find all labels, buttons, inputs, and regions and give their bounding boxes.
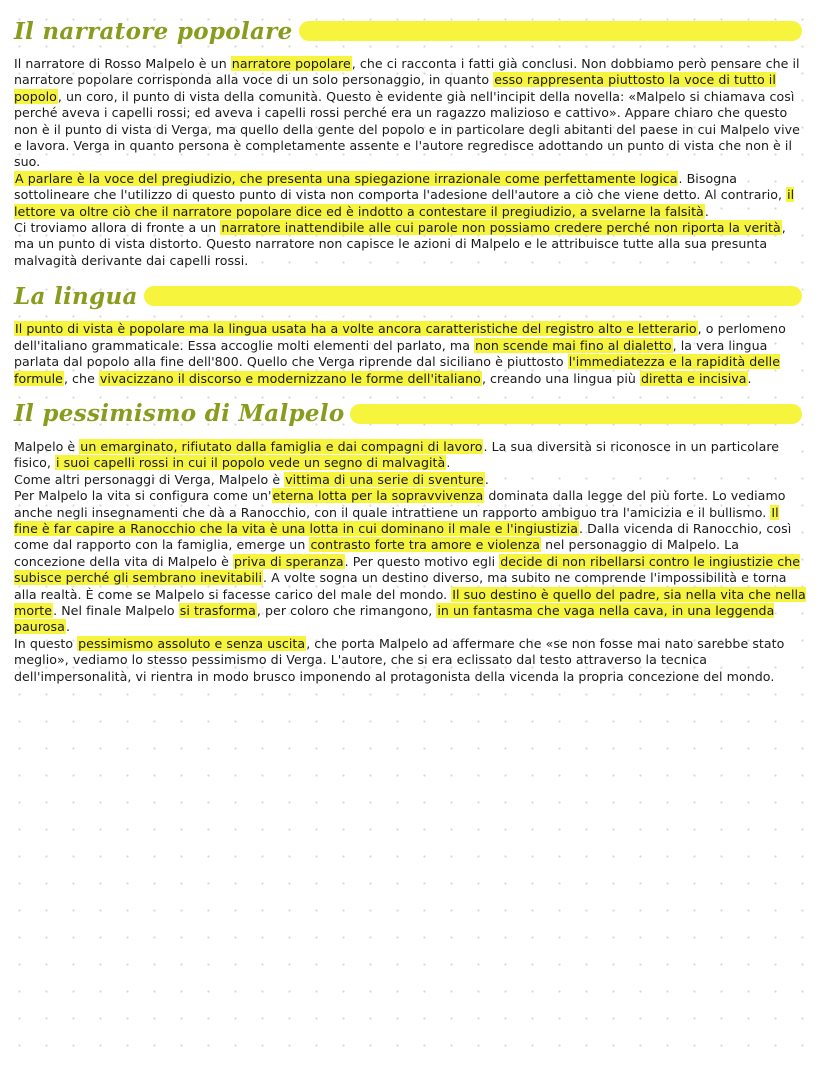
- section-lingua: [14, 279, 814, 387]
- section-heading-row: [14, 14, 814, 48]
- paragraph: [14, 488, 814, 636]
- text-run: . La sua diversità si riconosce in un particolare fisico,: [14, 438, 780, 471]
- text-run: , ma un punto di vista distorto. Questo narratore non capisce le azioni di Malpelo e le attribuisce tutte alla sua presunta malvagità derivante dai capelli rossi.: [14, 220, 786, 268]
- highlighted-text: vivacizzano il discorso e modernizzano le forme dell'italiano: [99, 370, 481, 386]
- text-run: Per Malpelo la vita si configura come un': [14, 488, 272, 504]
- highlighted-text: i suoi capelli rossi in cui il popolo vede un segno di malvagità: [56, 455, 446, 471]
- paragraph: [14, 439, 814, 472]
- text-run: , creando una lingua più: [481, 370, 641, 386]
- section-heading-row: [14, 279, 814, 313]
- text-run: , la vera lingua parlata dal popolo alla fine dell'800. Quello che Verga riprende dal siciliano è piuttosto: [14, 337, 768, 370]
- text-run: , che porta Malpelo ad affermare che «se non fosse mai nato sarebbe stato meglio», vediamo lo stesso pessimismo di Verga. L'autore, che si era eclissato dal testo attraverso la tecnica dell'impersonalità, vi rientra in modo brusco imponendo al protagonista della vicenda la propria concezione del mondo.: [14, 635, 785, 684]
- section-title: Il narratore popolare: [14, 17, 293, 45]
- paragraph: [14, 472, 814, 488]
- highlighted-text: esso rappresenta piuttosto la voce di tutto il popolo: [14, 72, 776, 104]
- text-run: , che: [63, 370, 99, 386]
- highlighted-text: non scende mai fino al dialetto: [475, 337, 672, 353]
- text-run: .: [446, 455, 451, 471]
- highlighted-text: l'immediatezza e la rapidità delle formule: [14, 354, 780, 386]
- highlighter-bar: [350, 404, 802, 424]
- section-narratore-popolare: [14, 14, 814, 269]
- text-run: . Nel finale Malpelo: [53, 602, 179, 618]
- highlighted-text: eterna lotta per la sopravvivenza: [272, 488, 484, 504]
- highlighted-text: Il punto di vista è popolare ma la lingua usata ha a volte ancora caratteristiche del registro alto e letterario: [15, 321, 697, 337]
- text-run: . Dalla vicenda di Ranocchio, così come dal rapporto con la famiglia, emerge un: [14, 520, 792, 553]
- paragraph: [14, 56, 814, 171]
- highlighted-text: pessimismo assoluto e senza uscita: [78, 635, 306, 651]
- paragraph: [14, 321, 814, 387]
- text-run: . Bisogna sottolineare che l'utilizzo di questo punto di vista non comporta l'adesione dell'autore a ciò che viene detto. Al contrario,: [14, 170, 787, 203]
- text-run: . A volte sogna un destino diverso, ma subito ne comprende l'impossibilità e torna alla realtà. È come se Malpelo si facesse carico del male del mondo.: [14, 570, 787, 602]
- text-run: dominata dalla legge del più forte. Lo vediamo anche negli insegnamenti che dà a Ranocchio, con il quale intrattiene un rapporto ambiguo tra l'amicizia e il bullismo.: [14, 488, 786, 520]
- text-run: In questo: [14, 635, 78, 651]
- paragraph: [14, 636, 814, 685]
- text-run: Malpelo è: [14, 438, 80, 454]
- paragraph: [14, 220, 814, 269]
- text-run: .: [65, 619, 70, 635]
- highlighted-text: in un fantasma che vaga nella cava, in una leggenda paurosa: [14, 602, 775, 635]
- highlighted-text: Il suo destino è quello del padre, sia nella vita che nella morte: [14, 586, 806, 618]
- highlighted-text: diretta e incisiva: [641, 370, 747, 386]
- highlighted-text: A parlare è la voce del pregiudizio, che presenta una spiegazione irrazionale come perfettamente logica: [15, 170, 678, 186]
- highlighted-text: decide di non ribellarsi contro le ingiustizie che subisce perché gli sembrano inevitabili: [14, 553, 801, 586]
- text-run: , o perlomeno dell'italiano grammaticale. Essa accoglie molti elementi del parlato, ma: [14, 321, 786, 353]
- section-pessimismo-malpelo: [14, 397, 814, 685]
- text-run: . Per questo motivo egli: [344, 553, 500, 569]
- text-run: nel personaggio di Malpelo. La concezione della vita di Malpelo è: [14, 537, 739, 569]
- section-title: Il pessimismo di Malpelo: [14, 400, 345, 428]
- paragraph: [14, 171, 814, 220]
- highlighter-bar: [299, 21, 802, 41]
- highlighted-text: narratore inattendibile alle cui parole non possiamo credere perché non riporta la verità: [221, 220, 781, 236]
- highlighted-text: vittima di una serie di sventure: [285, 471, 484, 487]
- highlighted-text: un emarginato, rifiutato dalla famiglia e dai compagni di lavoro: [80, 438, 483, 454]
- text-run: .: [484, 471, 489, 487]
- highlighter-bar: [144, 286, 802, 306]
- highlighted-text: contrasto forte tra amore e violenza: [310, 537, 541, 553]
- text-run: .: [747, 370, 752, 386]
- text-run: Ci troviamo allora di fronte a un: [14, 220, 221, 236]
- text-run: Come altri personaggi di Verga, Malpelo è: [14, 471, 285, 487]
- text-run: , un coro, il punto di vista della comunità. Questo è evidente già nell'incipit della novella: «Malpelo si chiamava così perché aveva i capelli rossi; ed aveva i capelli rossi perché era un ragazzo malizioso e cattivo». Appare chiaro che questo non è il punto di vista di Verga, ma quello della gente del popolo e in particolare degli abitanti del paese in cui Malpelo vive e lavora. Verga in quanto persona è completamente assente e l'autore regredisce adottando un punto di vista che non è il suo.: [14, 88, 800, 170]
- text-run: Il narratore di Rosso Malpelo è un: [14, 56, 231, 71]
- highlighted-text: il lettore va oltre ciò che il narratore popolare dice ed è indotto a contestare il pregiudizio, a svelarne la falsità: [14, 187, 795, 219]
- highlighted-text: priva di speranza: [233, 553, 344, 569]
- highlighted-text: narratore popolare: [231, 56, 351, 71]
- text-run: , che ci racconta i fatti già conclusi. Non dobbiamo però pensare che il narratore popolare corrisponda alla voce di un solo personaggio, in quanto: [14, 56, 800, 88]
- text-run: .: [704, 203, 709, 219]
- text-run: , per coloro che rimangono,: [256, 602, 437, 618]
- section-heading-row: [14, 397, 814, 431]
- section-title: La lingua: [14, 282, 138, 310]
- highlighted-text: Il fine è far capire a Ranocchio che la vita è una lotta in cui dominano il male e l'ingiustizia: [14, 504, 779, 536]
- highlighted-text: si trasforma: [179, 602, 256, 618]
